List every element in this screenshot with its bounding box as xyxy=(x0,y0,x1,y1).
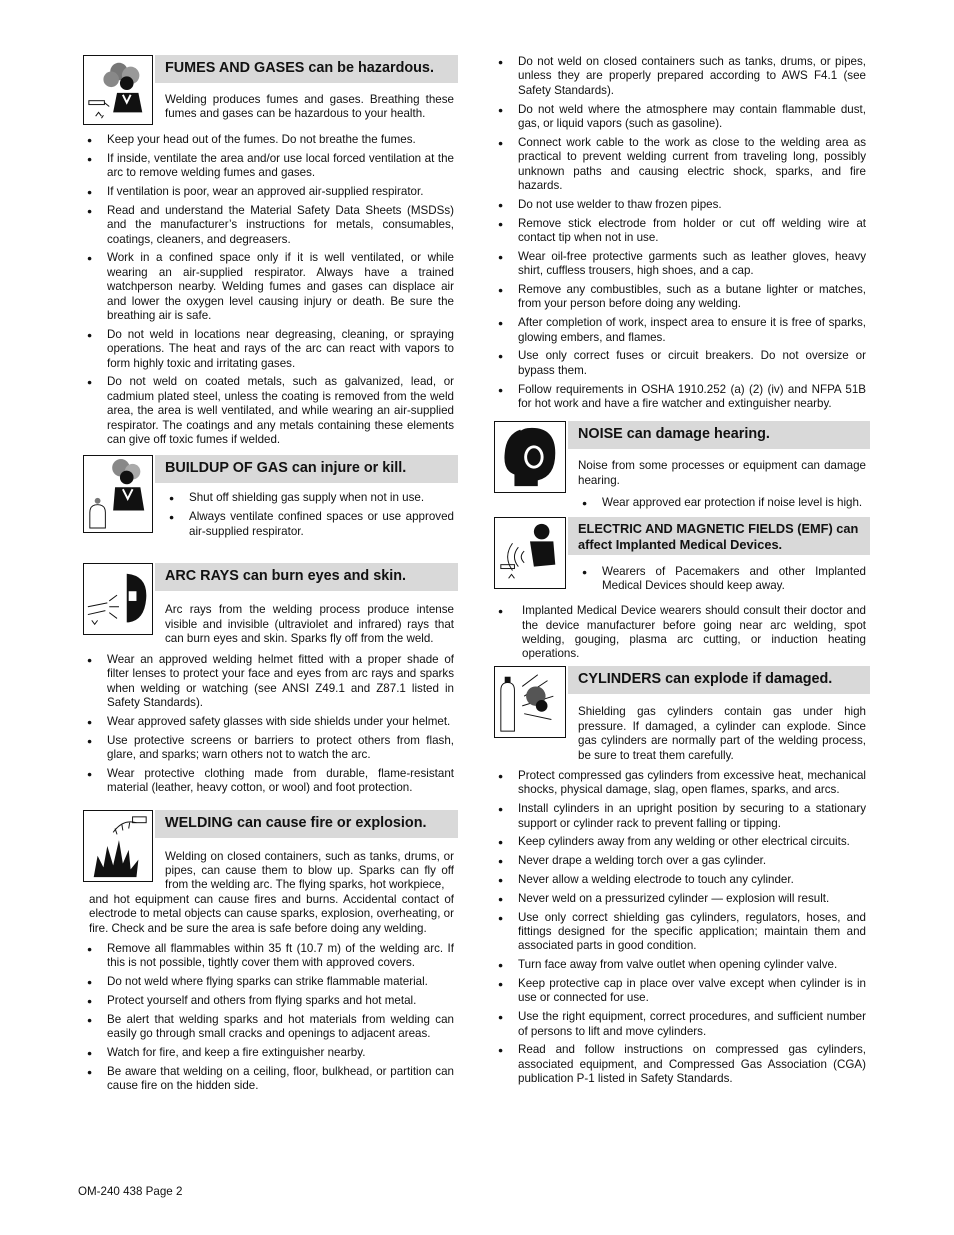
fumes-hazard-icon xyxy=(83,55,153,125)
list-item: ● Wear approved ear protection if noise level is high. xyxy=(568,496,870,510)
welding-fire-list-continued xyxy=(494,55,870,411)
list-item: ● Connect work cable to the work as close to the welding area as practical to prevent welding current from traveling long, possibly unknown paths and causing electric shock, sparks, and fire hazards. xyxy=(494,136,870,194)
list-item: ● Follow requirements in OSHA 1910.252 (a) (2) (iv) and NFPA 51B for hot work and have a fire watcher and extinguisher nearby. xyxy=(494,383,870,412)
list-item: ● Wear an approved welding helmet fitted with a proper shade of filter lenses to protect your face and eyes from arc rays and sparks when welding or watching (see ANSI Z49.1 and Z87.1 listed in Safety Standards). xyxy=(83,653,458,711)
list-item: ● Keep your head out of the fumes. Do not breathe the fumes. xyxy=(83,133,458,147)
list-item: ● Never allow a welding electrode to touch any cylinder. xyxy=(494,873,870,887)
list-item: ● Protect compressed gas cylinders from excessive heat, mechanical shocks, physical damage, slag, open flames, sparks, and arcs. xyxy=(494,769,870,798)
list-item: ● Do not use welder to thaw frozen pipes. xyxy=(494,198,870,212)
cylinders-intro: Shielding gas cylinders contain gas under high pressure. If damaged, a cylinder can explode. Since gas cylinders are normally part of the welding process, be sure to treat them carefully. xyxy=(578,705,866,762)
arc-rays-icon xyxy=(83,563,153,635)
fire-explosion-icon xyxy=(83,810,153,882)
list-item: ● Use only correct shielding gas cylinders, regulators, hoses, and fittings designed for the specific application; maintain them and associated parts in good condition. xyxy=(494,911,870,954)
list-item: ● Do not weld where flying sparks can strike flammable material. xyxy=(83,975,458,989)
welding-fire-section xyxy=(83,810,458,1094)
list-item: ● Do not weld where the atmosphere may contain flammable dust, gas, or liquid vapors (such as gasoline). xyxy=(494,103,870,132)
buildup-title: BUILDUP OF GAS can injure or kill. xyxy=(155,455,458,483)
arc-rays-title: ARC RAYS can burn eyes and skin. xyxy=(155,563,458,591)
list-item: ● Watch for fire, and keep a fire extinguisher nearby. xyxy=(83,1046,458,1060)
arc-rays-section xyxy=(83,563,458,795)
buildup-section xyxy=(83,455,458,543)
welding-fire-intro-a: Welding on closed containers, such as tanks, drums, or pipes, can cause them to blow up. Sparks can fly off from the welding arc. The flying sparks, hot workpiece, xyxy=(165,849,454,892)
list-item: ● Do not weld on coated metals, such as galvanized, lead, or cadmium plated steel, unless the coating is removed from the weld area, the area is well ventilated, and while wearing an air-supplied respirator. The coatings and any metals containing these elements can give off toxic fumes if welded. xyxy=(83,375,458,447)
cylinders-title: CYLINDERS can explode if damaged. xyxy=(568,666,870,694)
list-item: ● Always ventilate confined spaces or use approved air-supplied respirator. xyxy=(155,510,458,539)
list-item: ● Use the right equipment, correct procedures, and sufficient number of persons to lift and move cylinders. xyxy=(494,1010,870,1039)
emf-icon xyxy=(494,517,566,589)
emf-section xyxy=(494,517,870,662)
list-item: ● Install cylinders in an upright position by securing to a stationary support or cylinder rack to prevent falling or tipping. xyxy=(494,802,870,831)
noise-section xyxy=(494,421,870,515)
list-item: ● Be alert that welding sparks and hot materials from welding can easily go through small cracks and openings to adjacent areas. xyxy=(83,1013,458,1042)
list-item: ● Protect yourself and others from flying sparks and hot metal. xyxy=(83,994,458,1008)
list-item: ● Keep cylinders away from any welding or other electrical circuits. xyxy=(494,835,870,849)
page-footer: OM-240 438 Page 2 xyxy=(78,1185,183,1198)
list-item: ● If inside, ventilate the area and/or use local forced ventilation at the arc to remove welding fumes and gases. xyxy=(83,152,458,181)
list-item: ● Shut off shielding gas supply when not in use. xyxy=(155,491,458,505)
list-item: ● Wearers of Pacemakers and other Implanted Medical Devices should keep away. xyxy=(568,565,870,594)
fumes-intro: Welding produces fumes and gases. Breathing these fumes and gases can be hazardous to your health. xyxy=(165,93,454,121)
list-item: ● Turn face away from valve outlet when opening cylinder valve. xyxy=(494,958,870,972)
right-column xyxy=(494,55,870,1091)
list-item: ● Do not weld on closed containers such as tanks, drums, or pipes, unless they are properly prepared according to AWS F4.1 (see Safety Standards). xyxy=(494,55,870,98)
fumes-title: FUMES AND GASES can be hazardous. xyxy=(155,55,458,83)
list-item: ● Be aware that welding on a ceiling, floor, bulkhead, or partition can cause fire on the hidden side. xyxy=(83,1065,458,1094)
noise-list xyxy=(568,496,870,510)
welding-fire-title: WELDING can cause fire or explosion. xyxy=(155,810,458,838)
left-column xyxy=(83,55,458,1098)
arc-rays-intro: Arc rays from the welding process produce intense visible and invisible (ultraviolet and infrared) rays that can burn eyes and skin. Sparks fly off from the weld. xyxy=(165,603,454,646)
list-item: ● Wear protective clothing made from durable, flame-resistant material (leather, heavy cotton, or wool) and foot protection. xyxy=(83,767,458,796)
list-item: ● Wear approved safety glasses with side shields under your helmet. xyxy=(83,715,458,729)
emf-list xyxy=(568,565,870,594)
list-item: ● Keep protective cap in place over valve except when cylinder is in use or connected for use. xyxy=(494,977,870,1006)
gas-buildup-icon xyxy=(83,455,153,533)
cylinders-section xyxy=(494,666,870,1086)
list-item: ● Wear oil-free protective garments such as leather gloves, heavy shirt, cuffless trousers, high shoes, and a cap. xyxy=(494,250,870,279)
list-item: ● Work in a confined space only if it is well ventilated, or while wearing an air-supplied respirator. Always have a trained watchperson nearby. Welding fumes and gases can displace air and lower the oxygen level causing injury or death. Be sure the breathing air is safe. xyxy=(83,251,458,323)
emf-title: ELECTRIC AND MAGNETIC FIELDS (EMF) can affect Implanted Medical Devices. xyxy=(568,517,870,555)
buildup-list xyxy=(155,491,458,539)
list-item: ● Remove any combustibles, such as a butane lighter or matches, from your person before doing any welding. xyxy=(494,283,870,312)
list-item: ● Never weld on a pressurized cylinder — explosion will result. xyxy=(494,892,870,906)
list-item: ● Use protective screens or barriers to protect others from flash, glare, and sparks; warn others not to watch the arc. xyxy=(83,734,458,763)
list-item: ● Implanted Medical Device wearers should consult their doctor and the device manufacturer before going near arc welding, spot welding, gouging, plasma arc cutting, or induction heating operations. xyxy=(494,604,870,662)
arc-rays-list xyxy=(83,653,458,796)
welding-fire-list xyxy=(83,942,458,1094)
noise-title: NOISE can damage hearing. xyxy=(568,421,870,449)
list-item: ● Remove all flammables within 35 ft (10.7 m) of the welding arc. If this is not possible, tightly cover them with approved covers. xyxy=(83,942,458,971)
cylinder-explosion-icon xyxy=(494,666,566,738)
fumes-list xyxy=(83,133,458,447)
list-item: ● Never drape a welding torch over a gas cylinder. xyxy=(494,854,870,868)
list-item: ● Use only correct fuses or circuit breakers. Do not oversize or bypass them. xyxy=(494,349,870,378)
welding-fire-intro-b: and hot equipment can cause fires and burns. Accidental contact of electrode to metal objects can cause sparks, explosion, overheating, or fire. Check and be sure the area is safe before doing any welding. xyxy=(89,892,454,935)
noise-intro: Noise from some processes or equipment can damage hearing. xyxy=(578,459,866,487)
list-item: ● Read and follow instructions on compressed gas cylinders, associated equipment, and Compressed Gas Association (CGA) publication P-1 listed in Safety Standards. xyxy=(494,1043,870,1086)
list-item: ● After completion of work, inspect area to ensure it is free of sparks, glowing embers, and flames. xyxy=(494,316,870,345)
cylinders-list xyxy=(494,769,870,1087)
emf-list-full xyxy=(494,604,870,662)
fumes-section xyxy=(83,55,458,447)
list-item: ● Read and understand the Material Safety Data Sheets (MSDSs) and the manufacturer’s instructions for metals, consumables, coatings, cleaners, and degreasers. xyxy=(83,204,458,247)
list-item: ● Do not weld in locations near degreasing, cleaning, or spraying operations. The heat and rays of the arc can react with vapors to form highly toxic and irritating gases. xyxy=(83,328,458,371)
noise-hearing-icon xyxy=(494,421,566,493)
list-item: ● If ventilation is poor, wear an approved air-supplied respirator. xyxy=(83,185,458,199)
list-item: ● Remove stick electrode from holder or cut off welding wire at contact tip when not in use. xyxy=(494,217,870,246)
